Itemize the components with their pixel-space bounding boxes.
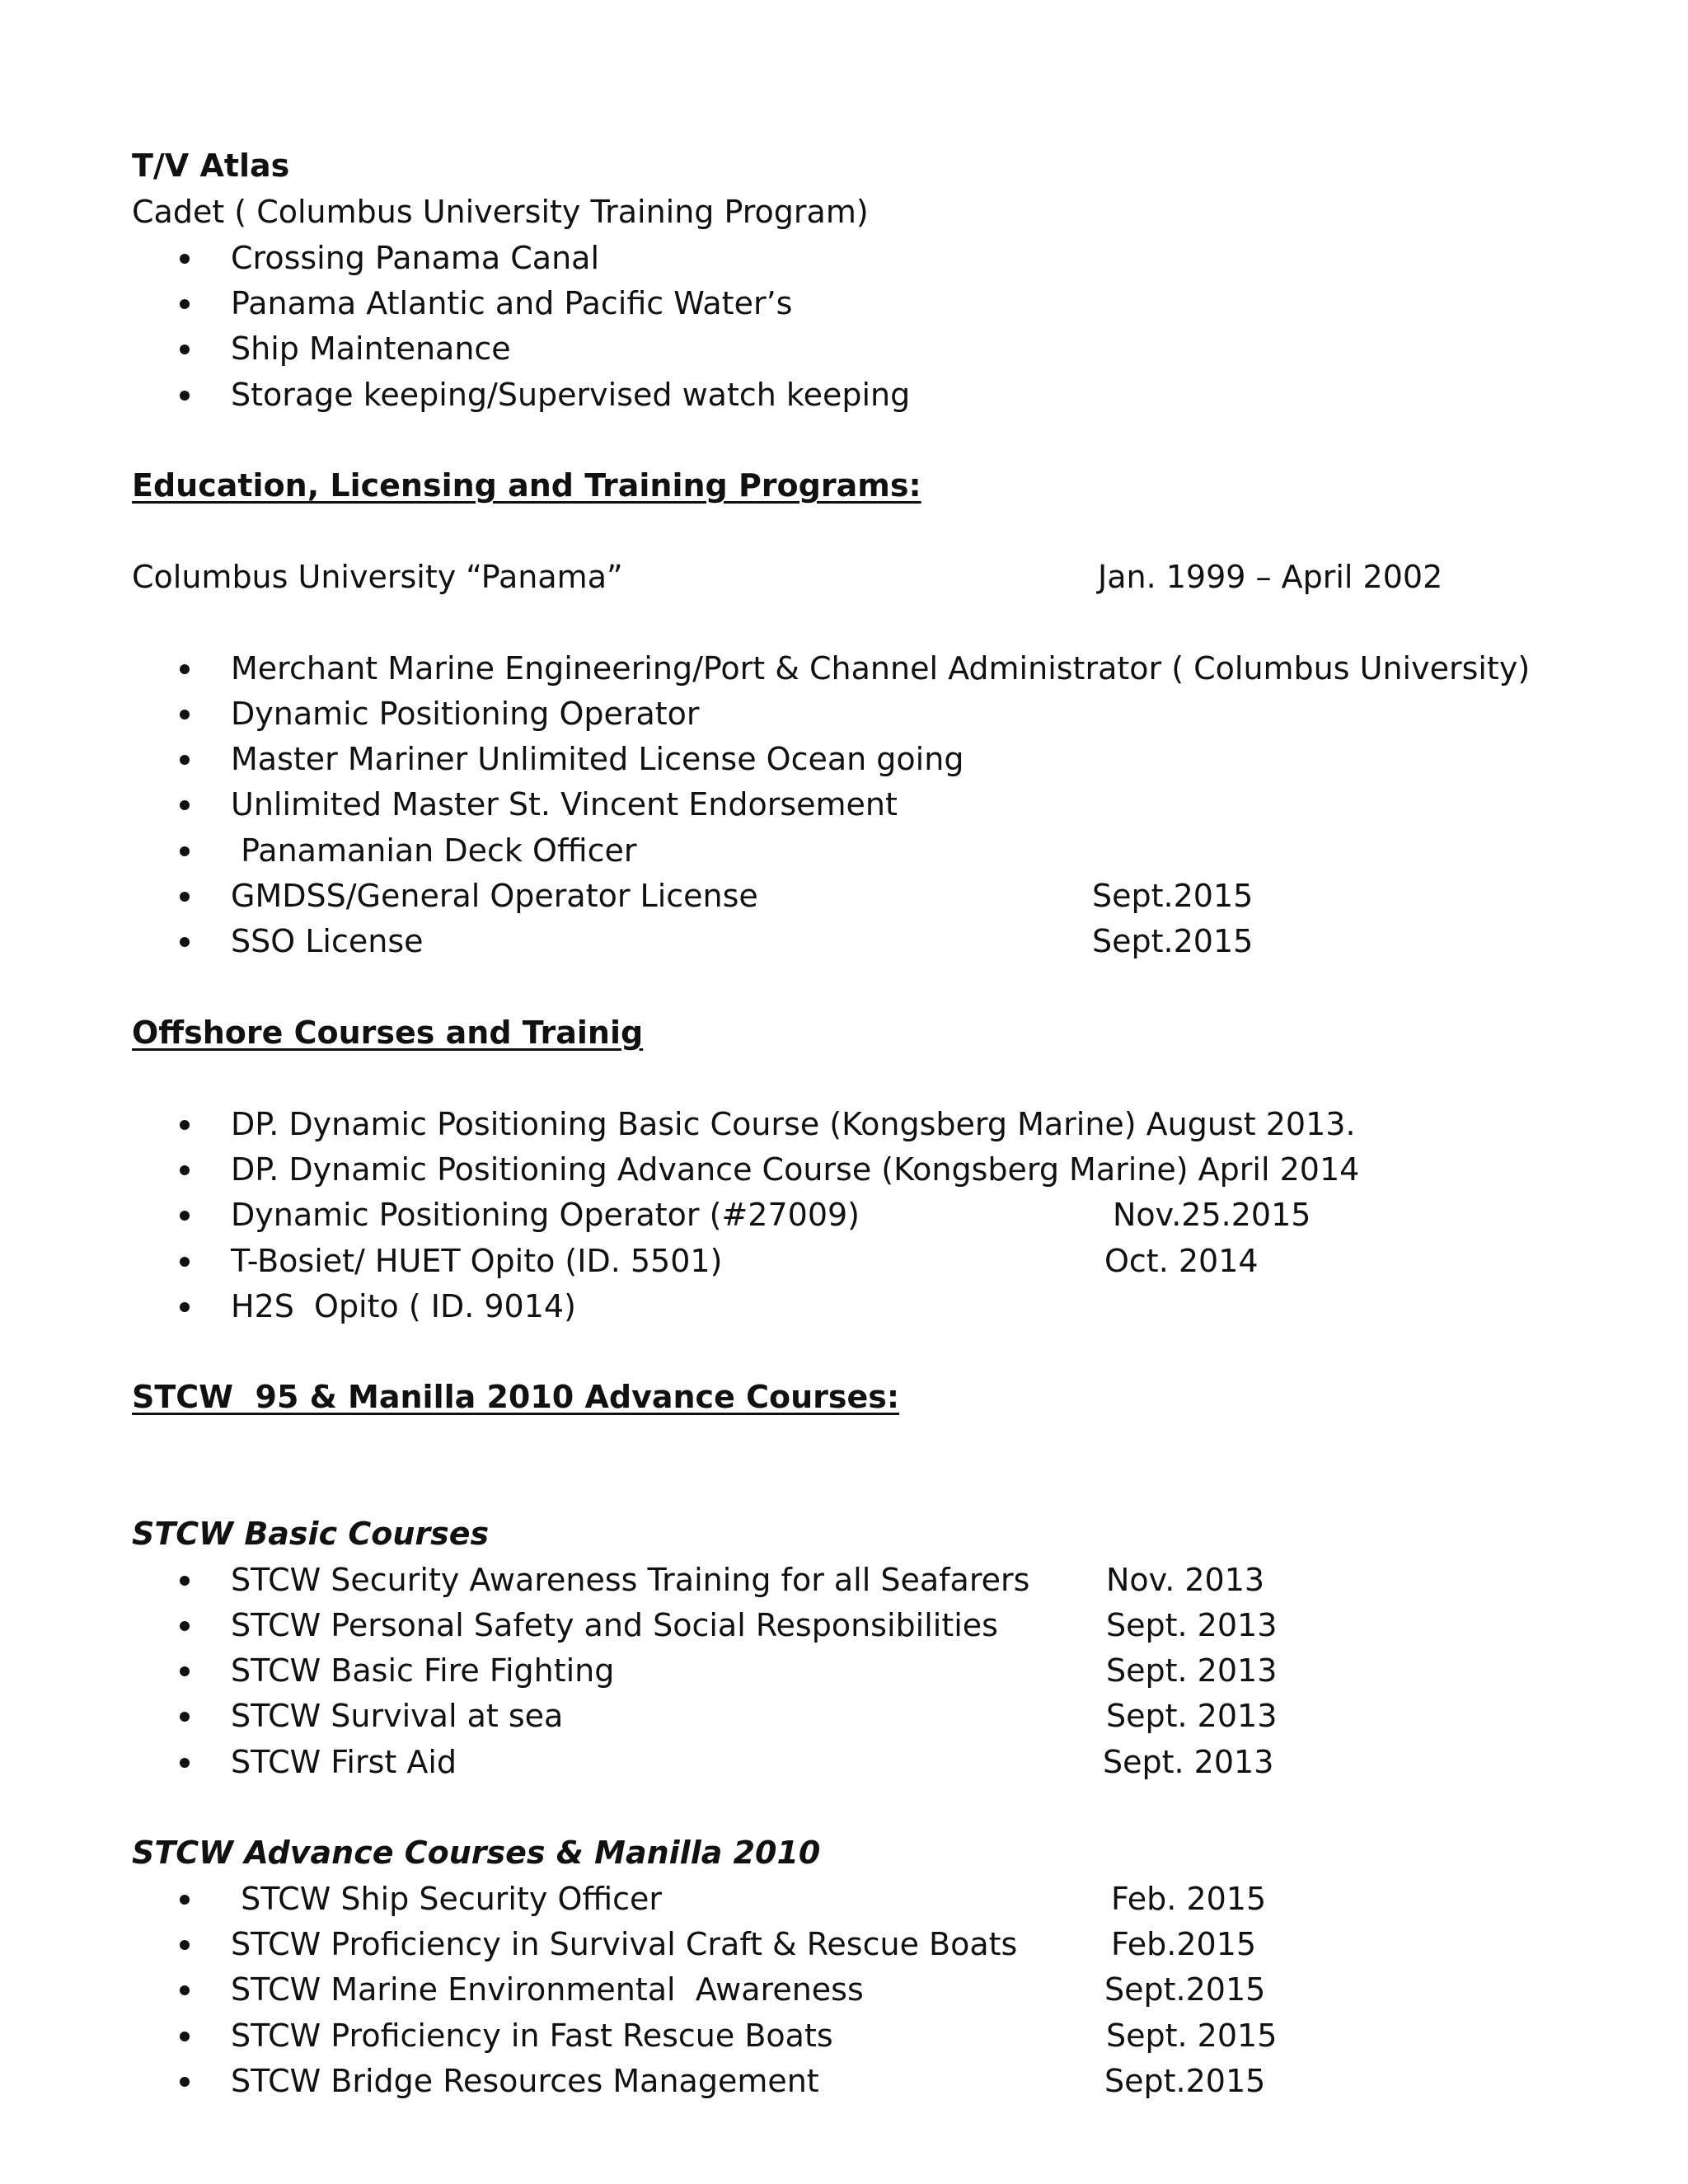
- bullet-icon: [180, 800, 190, 810]
- bullet-icon: [180, 1621, 190, 1631]
- vessel-title: T/V Atlas: [132, 148, 290, 184]
- vessel-role: Cadet ( Columbus University Training Program): [132, 194, 869, 230]
- bullet-icon: [180, 846, 190, 856]
- bullet-icon: [180, 1758, 190, 1768]
- item-date: Sept. 2013: [1106, 1652, 1278, 1689]
- bullet-icon: [180, 299, 190, 309]
- bullet-icon: [180, 664, 190, 674]
- item-date: Sept.2015: [1104, 1971, 1266, 2008]
- bullet-icon: [180, 1985, 190, 1995]
- item-date: Sept.2015: [1092, 878, 1254, 914]
- offshore-heading: Offshore Courses and Trainig: [132, 1015, 644, 1051]
- item-date: Nov. 2013: [1106, 1562, 1265, 1598]
- bullet-icon: [180, 254, 190, 264]
- bullet-icon: [180, 1576, 190, 1586]
- item-date: Feb. 2015: [1111, 1881, 1267, 1917]
- resume-page: T/V Atlas Cadet ( Columbus University Training Program) Crossing Panama Canal Panama Atlantic and Pacific Water’s Ship Maintenance Storage keeping/Supervised watch keeping Education, Licensing and Training Programs: Columbus University “Panama” Jan. 1999 – April 2002 Merchant Marine Engineering/Port & Channel Administrator ( Columbus University) Dynamic Positioning Operator Master Mariner Unlimited License Ocean going Unlimited Master St. Vincent Endorsement Panamanian Deck Officer GMDSS/General Operator License Sept.2015 SSO License Sept.2015 Offshore Courses and Trainig DP. Dynamic Positioning Basic Course (Kongsberg Marine) August 2013. DP. Dynamic Positioning Advance Course (Kongsberg Marine) April 2014 Dynamic Positioning Operator (#27009) Nov.25.2015 T-Bosiet/ HUET Opito (ID. 5501) Oct. 2014 H2S Opito ( ID. 9014) STCW 95 & Manilla 2010 Advance Courses: STCW Basic Courses STCW Security Awareness Training for all Seafarers Nov. 2013 STCW Personal Safety and Social Responsibilities Sept. 2013 STCW Basic Fire Fighting Sept. 2013 STCW Survival at sea Sept. 2013 STCW First Aid Sept. 2013 STCW Advance Courses & Manilla 2010 STCW Ship Security Officer Feb. 2015 STCW Proficiency in Survival Craft & Rescue Boats Feb.2015 STCW Marine Environmental Awareness Sept.2015 STCW Proficiency in Fast Rescue Boats Sept. 2015 STCW Bridge Resources Management Sept.2015: [0, 0, 1688, 2184]
- bullet-icon: [180, 1165, 190, 1175]
- bullet-icon: [180, 2077, 190, 2087]
- bullet-icon: [180, 1302, 190, 1312]
- bullet-icon: [180, 1211, 190, 1221]
- item-date: Sept.2015: [1104, 2063, 1266, 2099]
- stcw-heading: STCW 95 & Manilla 2010 Advance Courses:: [132, 1379, 900, 1415]
- item-date: Sept. 2013: [1103, 1744, 1274, 1780]
- school-name: Columbus University “Panama”: [132, 559, 623, 595]
- item-date: Sept. 2013: [1106, 1607, 1278, 1643]
- bullet-icon: [180, 937, 190, 947]
- bullet-icon: [180, 391, 190, 401]
- bullet-icon: [180, 755, 190, 765]
- bullet-icon: [180, 344, 190, 354]
- bullet-icon: [180, 710, 190, 719]
- bullet-icon: [180, 1666, 190, 1676]
- bullet-icon: [180, 1895, 190, 1905]
- item-date: Nov.25.2015: [1113, 1197, 1311, 1233]
- item-date: Oct. 2014: [1104, 1243, 1259, 1279]
- bullet-icon: [180, 1120, 190, 1130]
- bullet-icon: [180, 2032, 190, 2041]
- bullet-icon: [180, 1712, 190, 1722]
- item-date: Feb.2015: [1111, 1926, 1257, 1962]
- bullet-icon: [180, 1940, 190, 1950]
- item-date: Sept. 2013: [1106, 1698, 1278, 1734]
- education-heading: Education, Licensing and Training Programs:: [132, 467, 921, 504]
- item-date: Sept.2015: [1092, 923, 1254, 959]
- stcw-advance-heading: STCW Advance Courses & Manilla 2010: [132, 1835, 821, 1871]
- bullet-icon: [180, 1257, 190, 1267]
- stcw-basic-heading: STCW Basic Courses: [132, 1516, 490, 1552]
- bullet-icon: [180, 892, 190, 902]
- school-dates: Jan. 1999 – April 2002: [1098, 559, 1443, 595]
- item-date: Sept. 2015: [1106, 2018, 1278, 2054]
